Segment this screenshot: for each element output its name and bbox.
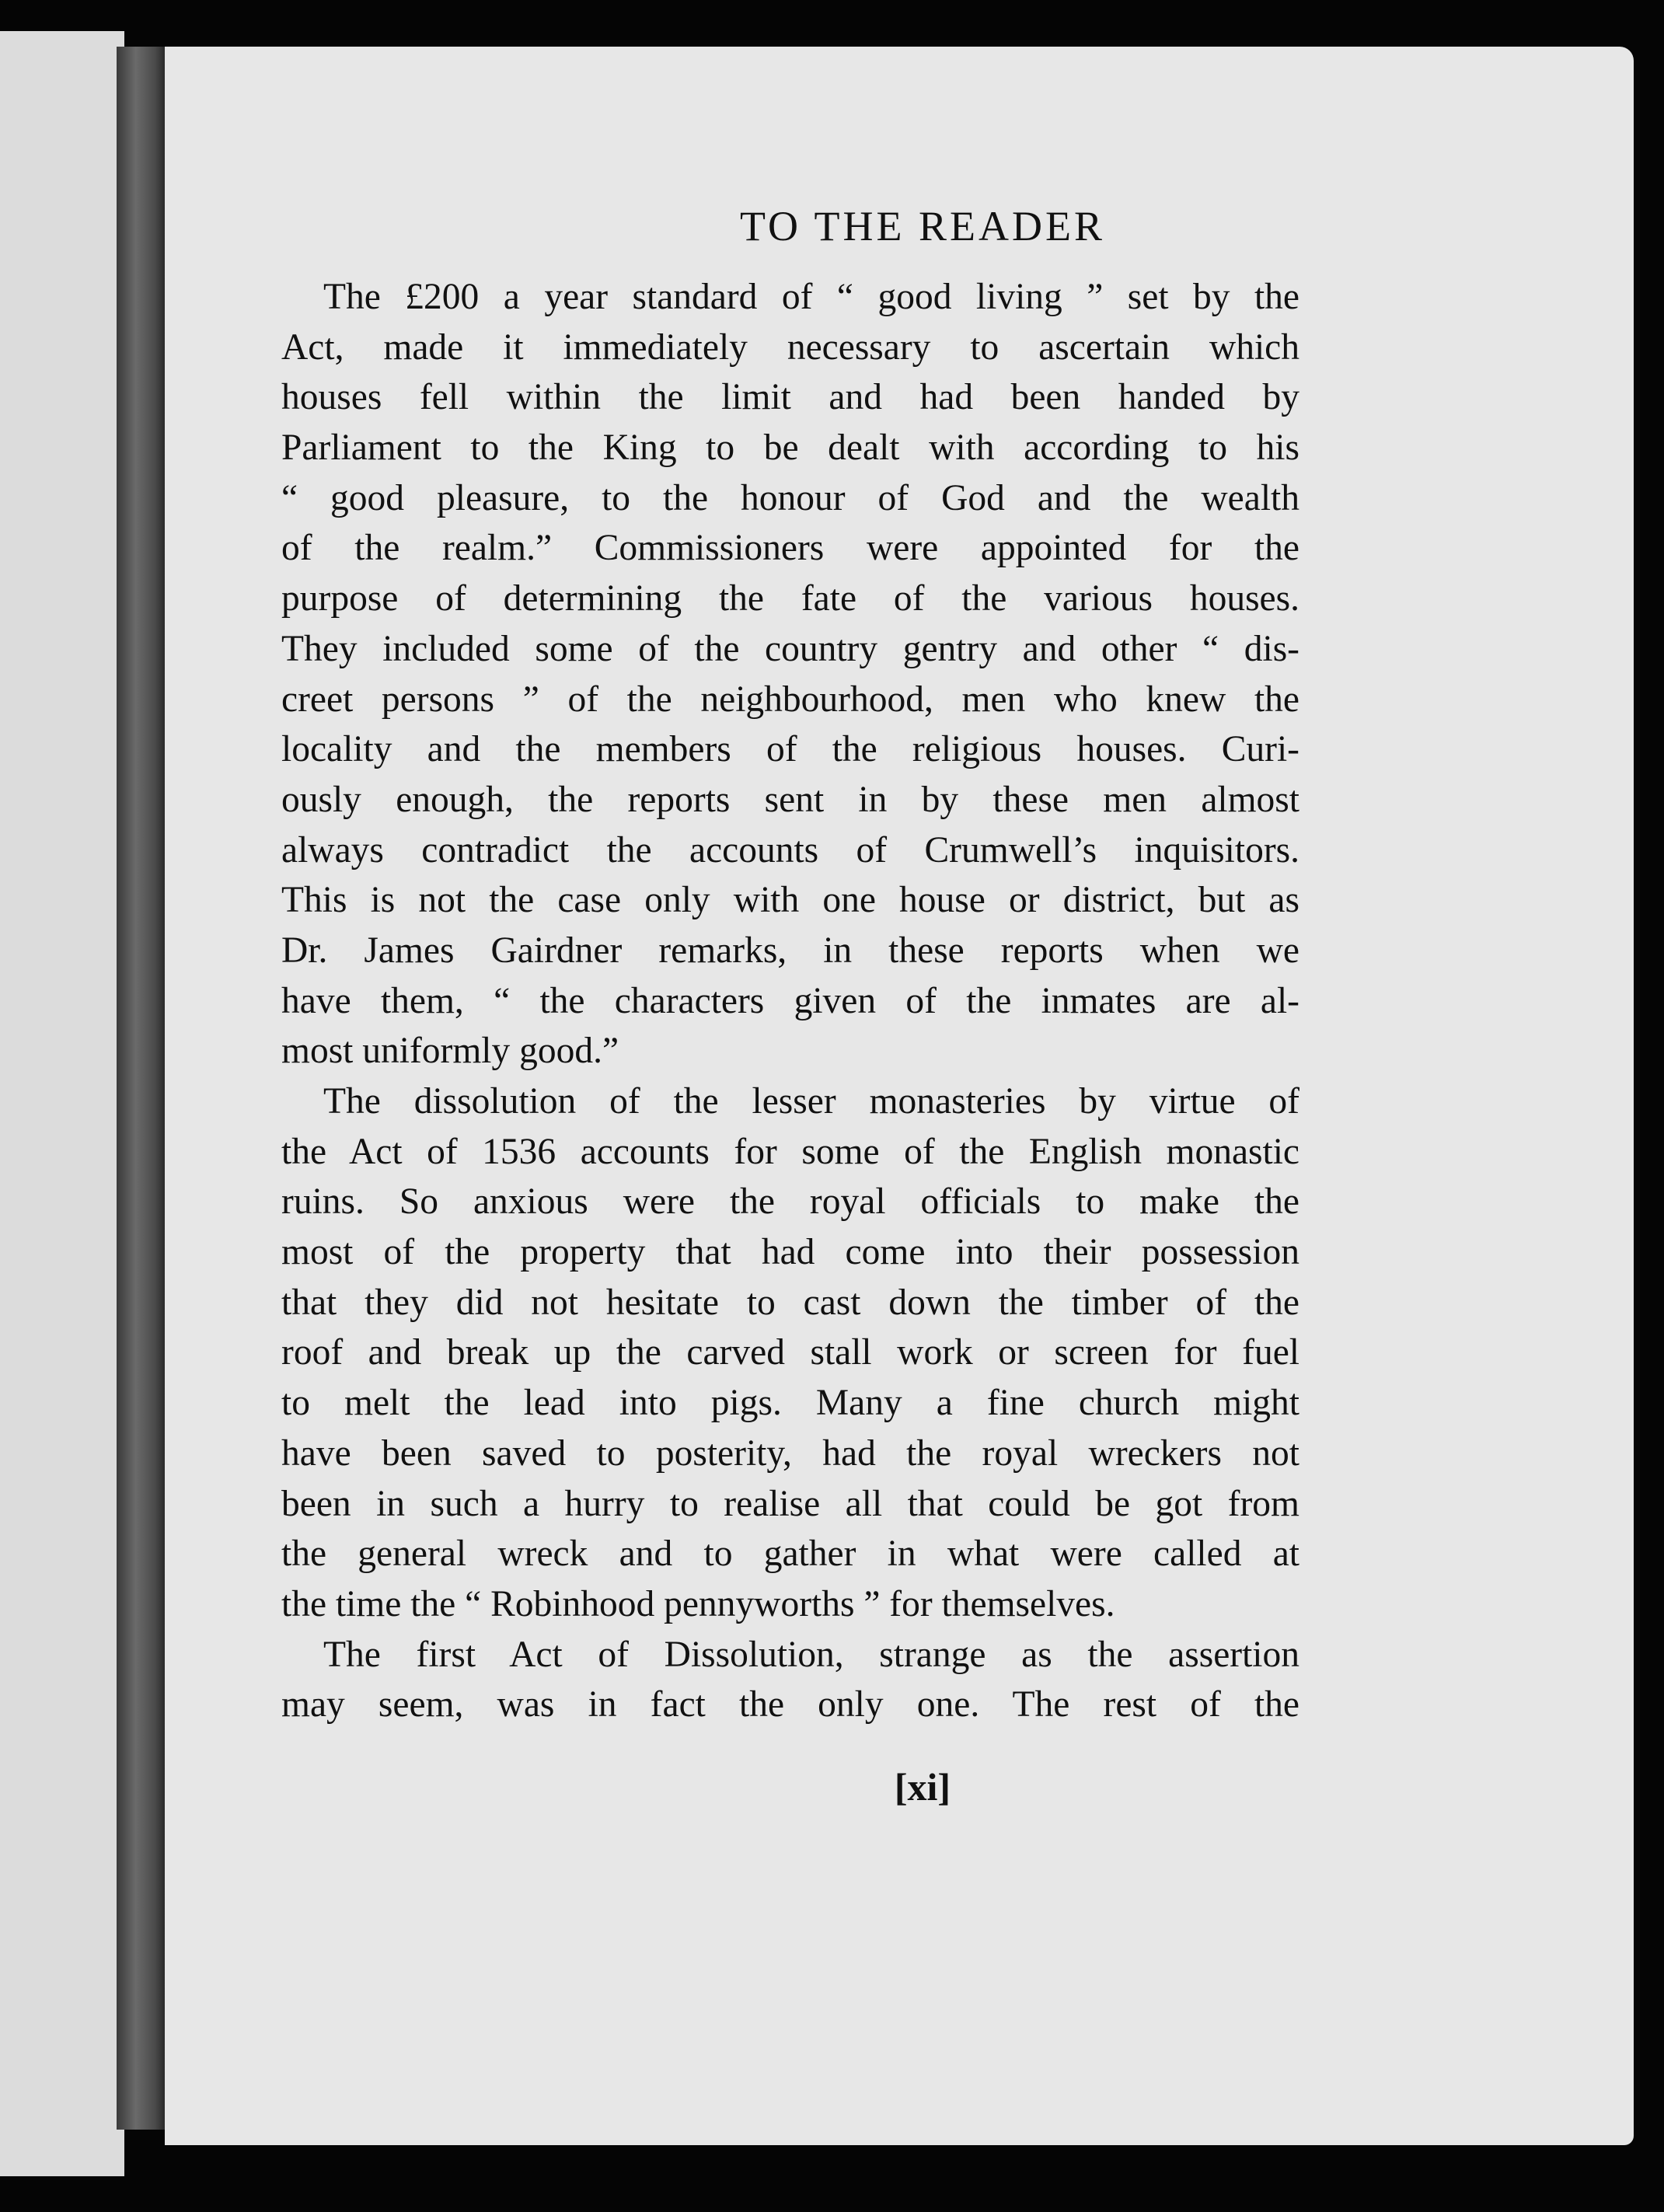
text-line: The first Act of Dissolution, strange as the assertion [323, 1634, 1299, 1675]
text-line: The £200 a year standard of “ good living ” set by the [323, 277, 1299, 317]
text-line: The dissolution of the lesser monasteries by virtue of [323, 1081, 1299, 1122]
text-line: have been saved to posterity, had the royal wreckers not [281, 1432, 1299, 1474]
text-line: most of the property that had come into their possession [281, 1232, 1299, 1273]
text-line: may seem, was in fact the only one. The rest of the [281, 1684, 1299, 1725]
text-line: creet persons ” of the neighbourhood, men who knew the [281, 679, 1299, 720]
text-line: Dr. James Gairdner remarks, in these reports when we [281, 930, 1299, 971]
text-line: locality and the members of the religious houses. Curi- [281, 729, 1299, 770]
text-line: to melt the lead into pigs. Many a fine church might [281, 1383, 1299, 1424]
page-number: [xi] [894, 1765, 951, 1809]
paragraph-3 [281, 1630, 1299, 1730]
text-line: the Act of 1536 accounts for some of the English monastic [281, 1131, 1299, 1172]
text-line: Act, made it immediately necessary to ascertain which [281, 326, 1299, 368]
text-line: been in such a hurry to realise all that could be got from [281, 1483, 1299, 1524]
facing-page-edge [0, 31, 124, 2176]
paragraph-2 [281, 1076, 1299, 1630]
text-line: houses fell within the limit and had been handed by [281, 377, 1299, 418]
text-line: always contradict the accounts of Crumwell’s inquisitors. [281, 829, 1299, 870]
text-line: most uniformly good.” [281, 1031, 619, 1072]
paragraph-1 [281, 272, 1299, 1076]
text-line: ruins. So anxious were the royal officials to make the [281, 1181, 1299, 1223]
book-spine [117, 47, 165, 2130]
text-line: of the realm.” Commissioners were appointed for the [281, 528, 1299, 569]
text-line: Parliament to the King to be dealt with according to his [281, 427, 1299, 469]
text-line: purpose of determining the fate of the various houses. [281, 578, 1299, 619]
text-line: “ good pleasure, to the honour of God and the wealth [281, 477, 1299, 518]
text-line: that they did not hesitate to cast down the timber of the [281, 1282, 1299, 1323]
text-line: the general wreck and to gather in what were called at [281, 1533, 1299, 1575]
body-text [281, 272, 1299, 1730]
text-line: ously enough, the reports sent in by these men almost [281, 779, 1299, 820]
text-line: This is not the case only with one house or district, but as [281, 880, 1299, 921]
text-line: roof and break up the carved stall work or screen for fuel [281, 1332, 1299, 1373]
page-title: TO THE READER [740, 203, 1105, 249]
book-page [165, 47, 1634, 2145]
text-line: have them, “ the characters given of the inmates are al- [281, 980, 1299, 1021]
text-line: They included some of the country gentry and other “ dis- [281, 628, 1299, 669]
text-line: the time the “ Robinhood pennyworths ” for themselves. [281, 1583, 1115, 1624]
